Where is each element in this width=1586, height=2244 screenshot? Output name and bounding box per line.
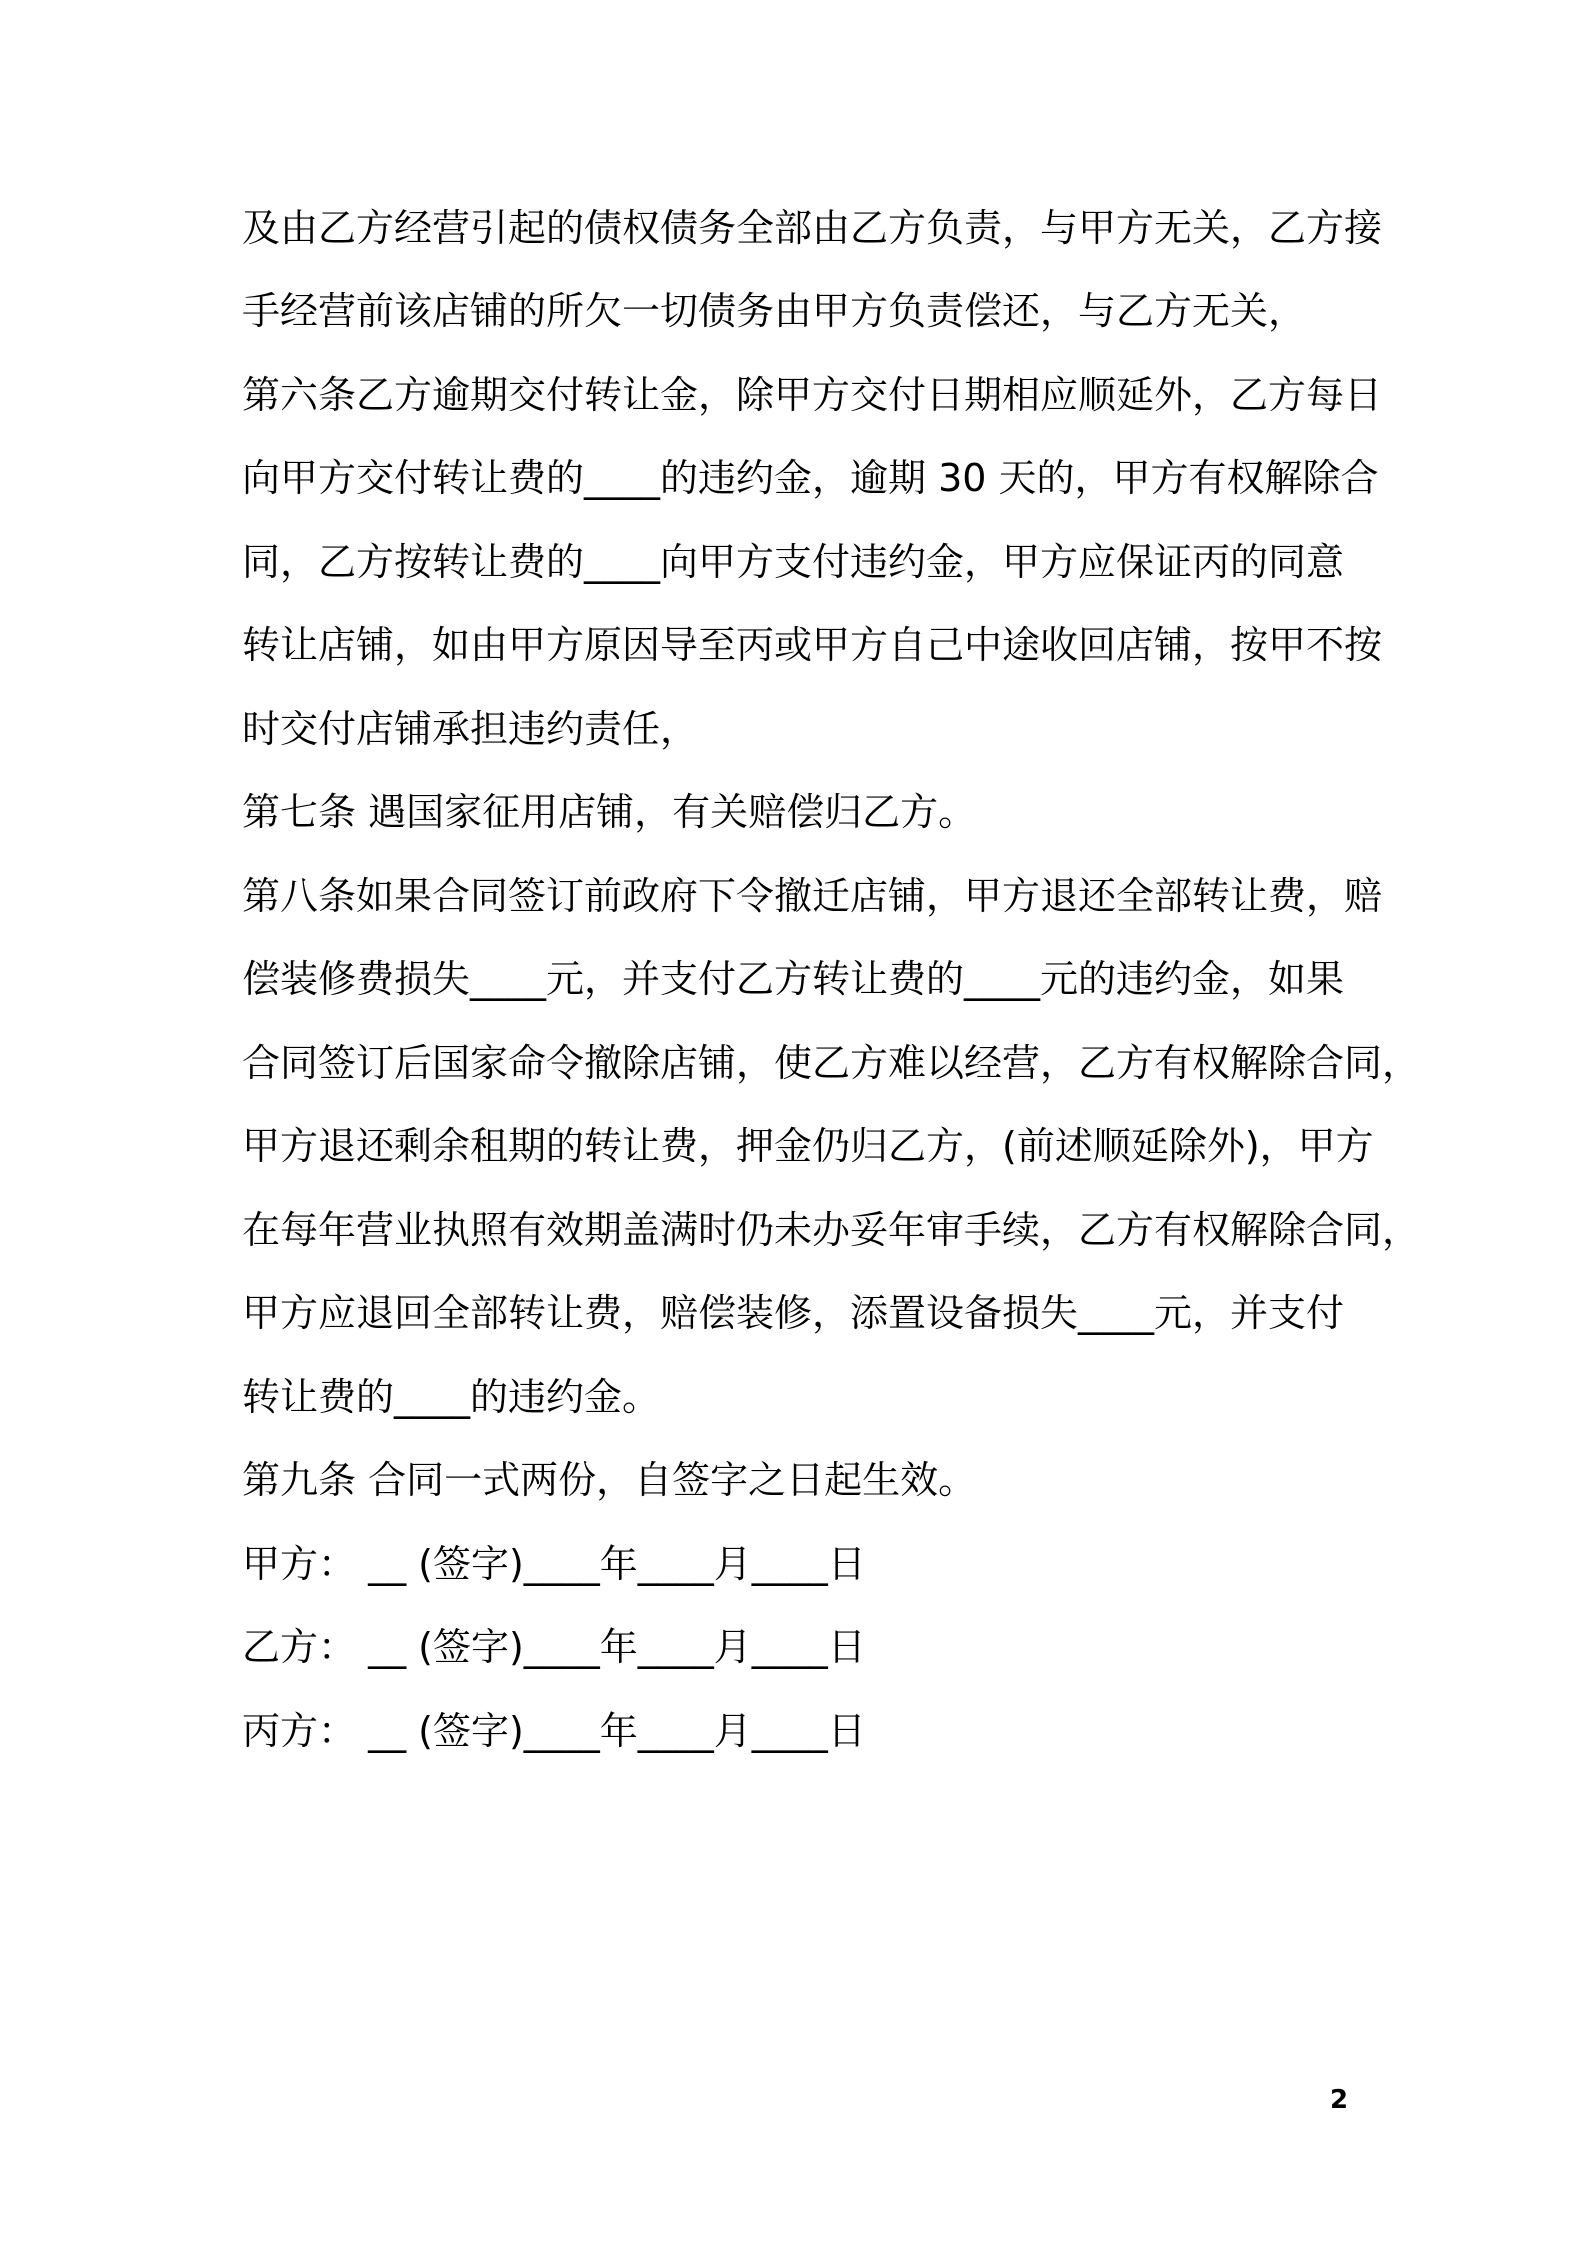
text-line: 偿装修费损失____元，并支付乙方转让费的____元的违约金，如果 [242,957,1345,1001]
text-line: 转让店铺，如由甲方原因导至丙或甲方自己中途收回店铺，按甲不按 [242,623,1383,667]
clause-6-line: 第六条乙方逾期交付转让金，除甲方交付日期相应顺延外，乙方每日 [242,373,1383,417]
text-line: 在每年营业执照有效期盖满时仍未办妥年审手续，乙方有权解除合同， [242,1208,1421,1252]
page-number: 2 [1330,2085,1349,2115]
text-line: 向甲方交付转让费的____的违约金，逾期 30 天的，甲方有权解除合 [242,456,1379,500]
text-line: 合同签订后国家命令撤除店铺，使乙方难以经营，乙方有权解除合同， [242,1041,1421,1085]
text-line: 时交付店铺承担违约责任， [242,707,699,751]
clause-8-line: 第八条如果合同签订前政府下令撤迁店铺，甲方退还全部转让费，赔 [242,874,1383,918]
clause-7-line: 第七条 遇国家征用店铺，有关赔偿归乙方。 [242,790,977,834]
text-line: 转让费的____的违约金。 [242,1375,661,1419]
text-line: 同，乙方按转让费的____向甲方支付违约金，甲方应保证丙的同意 [242,540,1345,584]
text-line: 手经营前该店铺的所欠一切债务由甲方负责偿还，与乙方无关， [242,289,1307,333]
signature-line-party-a: 甲方： __ (签字)____年____月____日 [242,1542,866,1586]
signature-line-party-b: 乙方： __ (签字)____年____月____日 [242,1625,866,1669]
text-line: 及由乙方经营引起的债权债务全部由乙方负责，与甲方无关，乙方接 [242,206,1383,250]
clause-9-line: 第九条 合同一式两份，自签字之日起生效。 [242,1458,977,1502]
signature-line-party-c: 丙方： __ (签字)____年____月____日 [242,1709,866,1753]
text-line: 甲方退还剩余租期的转让费，押金仍归乙方，(前述顺延除外)，甲方 [242,1124,1374,1168]
text-line: 甲方应退回全部转让费，赔偿装修，添置设备损失____元，并支付 [242,1291,1345,1335]
